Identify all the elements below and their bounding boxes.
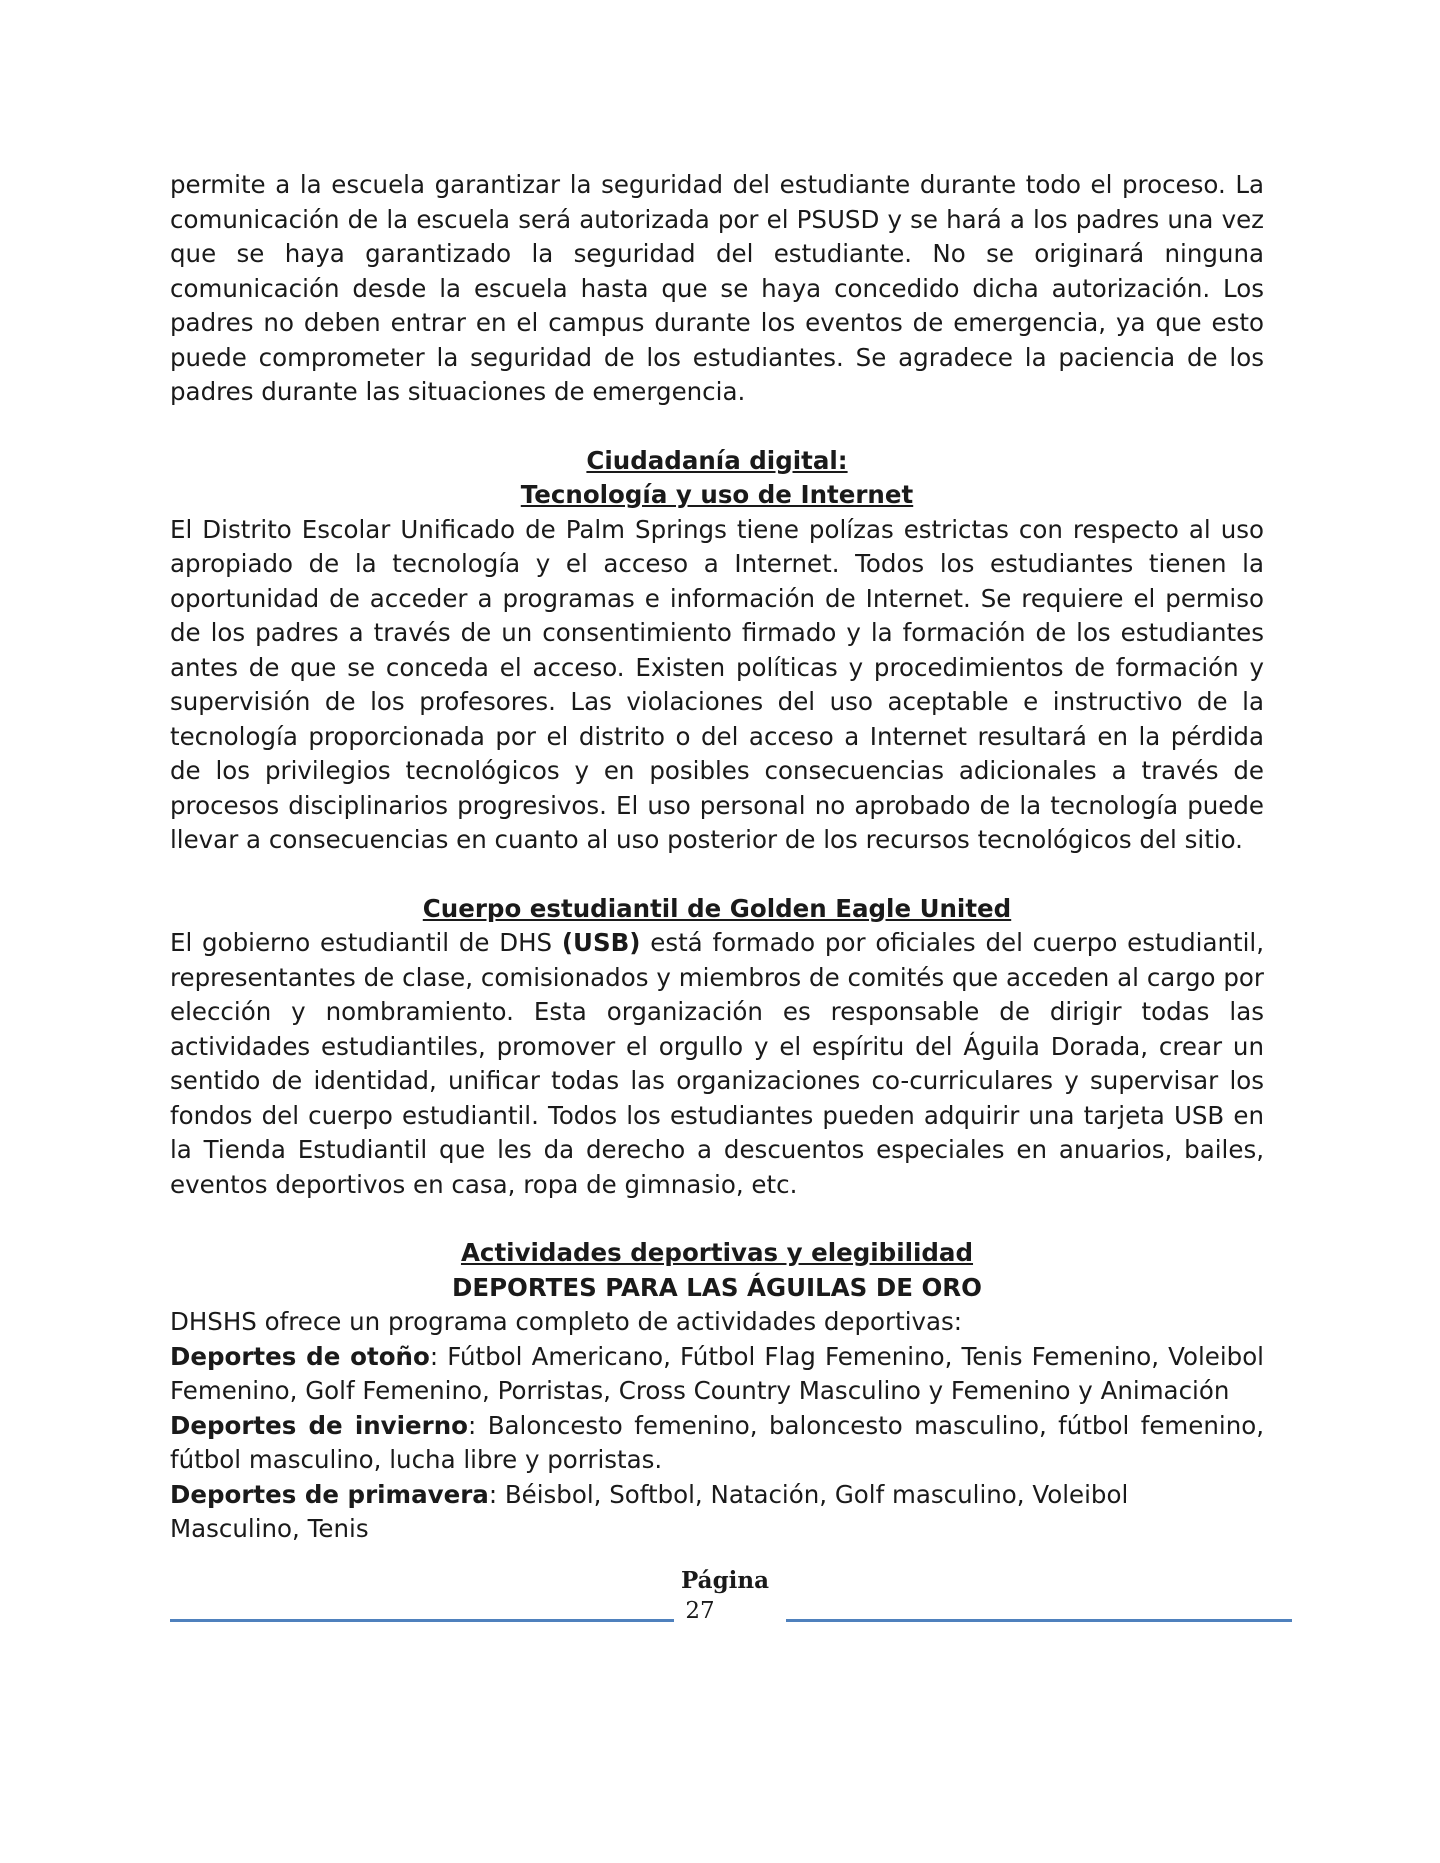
usb-bold: (USB): [561, 928, 641, 957]
winter-sports-label: Deportes de invierno: [170, 1410, 469, 1440]
document-body: [170, 168, 1264, 1547]
student-body-heading: Cuerpo estudiantil de Golden Eagle United: [422, 893, 1012, 923]
winter-sports-text: : Baloncesto femenino, baloncesto masculino, fútbol femenino, fútbol masculino, lucha libre y porristas.: [170, 1410, 1265, 1474]
spring-sports: [170, 1478, 1264, 1547]
spacer: [170, 858, 1264, 892]
spring-sports-text: : Béisbol, Softbol, Natación, Golf masculino, Voleibol Masculino, Tenis: [170, 1479, 1129, 1543]
footer-rule-left: [170, 1619, 674, 1622]
page-number: 27: [685, 1598, 715, 1624]
usb-text-after: está formado por oficiales del cuerpo estudiantil, representantes de clase, comisionados y miembros de comités que acceden al cargo por elección y nombramiento. Esta organización es responsable de dirigir todas las actividades estudiantiles, promover el orgullo y el espíritu del Águila Dorada, crear un sentido de identidad, unificar todas las organizaciones co-curriculares y supervisar los fondos del cuerpo estudiantil. Todos los estudiantes pueden adquirir una tarjeta USB en la Tienda Estudiantil que les da derecho a descuentos especiales en anuarios, bailes, eventos deportivos en casa, ropa de gimnasio, etc.: [170, 928, 1264, 1199]
fall-sports: [170, 1340, 1264, 1409]
sports-heading: Actividades deportivas y elegibilidad: [460, 1238, 974, 1267]
intro-paragraph: permite a la escuela garantizar la seguridad del estudiante durante todo el proceso. La comunicación de la escuela será autorizada por el PSUSD y se hará a los padres una vez que se haya garantizado la seguridad del estudiante. No se originará ninguna comunicación desde la escuela hasta que se haya concedido dicha autorización. Los padres no deben entrar en el campus durante los eventos de emergencia, ya que esto puede comprometer la seguridad de los estudiantes. Se agradece la paciencia de los padres durante las situaciones de emergencia.: [170, 170, 1264, 406]
spacer: [170, 1202, 1264, 1236]
page-footer: [0, 1560, 1440, 1630]
spring-sports-label: Deportes de primavera: [170, 1479, 489, 1509]
digital-citizenship-heading: Ciudadanía digital:: [586, 445, 848, 475]
fall-sports-label: Deportes de otoño: [170, 1341, 430, 1371]
sports-intro: DHSHS ofrece un programa completo de actividades deportivas:: [170, 1307, 963, 1336]
footer-rule-right: [786, 1619, 1292, 1622]
student-body-paragraph: [170, 926, 1264, 1202]
winter-sports: [170, 1409, 1264, 1478]
sports-subheading: DEPORTES PARA LAS ÁGUILAS DE ORO: [452, 1272, 982, 1302]
page-label: Página: [680, 1567, 770, 1594]
fall-sports-text: : Fútbol Americano, Fútbol Flag Femenino, Tenis Femenino, Voleibol Femenino, Golf Femenino, Porristas, Cross Country Masculino y Femenino y Animación: [170, 1341, 1264, 1405]
spacer: [170, 410, 1264, 444]
technology-paragraph: El Distrito Escolar Unificado de Palm Springs tiene polízas estrictas con respecto al uso apropiado de la tecnología y el acceso a Internet. Todos los estudiantes tienen la oportunidad de acceder a programas e información de Internet. Se requiere el permiso de los padres a través de un consentimiento firmado y la formación de los estudiantes antes de que se conceda el acceso. Existen políticas y procedimientos de formación y supervisión de los profesores. Las violaciones del uso aceptable e instructivo de la tecnología proporcionada por el distrito o del acceso a Internet resultará en la pérdida de los privilegios tecnológicos y en posibles consecuencias adicionales a través de procesos disciplinarios progresivos. El uso personal no aprobado de la tecnología puede llevar a consecuencias en cuanto al uso posterior de los recursos tecnológicos del sitio.: [170, 514, 1264, 854]
technology-internet-heading: Tecnología y uso de Internet: [520, 480, 914, 509]
usb-text-before: El gobierno estudiantil de DHS: [170, 928, 562, 957]
